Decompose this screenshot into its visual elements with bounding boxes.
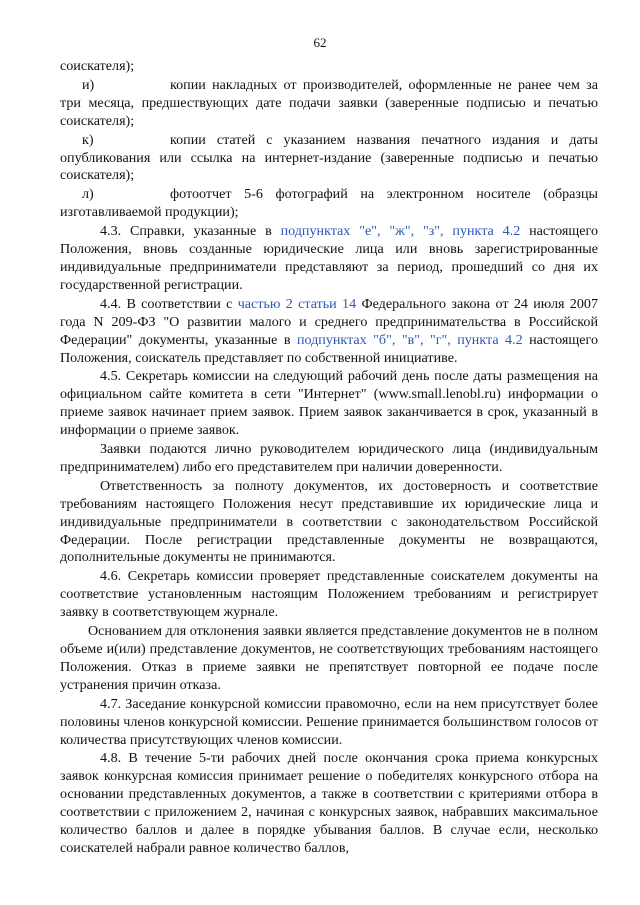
paragraph-p9	[60, 568, 598, 622]
paragraph-p5	[60, 296, 598, 368]
text-run: фотоотчет 5-6 фотографий на электронном носителе (образцы изготавливаемой продукции);	[60, 186, 598, 221]
paragraph-p1	[60, 77, 598, 131]
text-run: копии статей с указанием названия печатного издания и даты опубликования или ссылка на интернет-издание (заверенные подписью и печатью соискателя);	[60, 131, 598, 184]
paragraph-p0	[60, 58, 598, 76]
paragraph-p3	[60, 186, 598, 222]
list-marker: к)	[82, 131, 94, 148]
paragraph-p12	[60, 750, 598, 857]
document-link[interactable]: подпунктах "б", "в", "г", пункта 4.2	[296, 331, 523, 348]
text-run: 4.8. В течение 5-ти рабочих дней после окончания срока приема конкурсных заявок конкурсная комиссия принимает решение о победителях конкурсного отбора на основании представленных документов, а также в соответствии с критериями отбора в соответствии с приложением 2, начиная с конкурсных заявок, набравших максимальное количество баллов и далее в порядке убывания баллов. В случае если, несколько соискателей набрали равное количество баллов,	[60, 750, 598, 856]
paragraph-p2	[60, 132, 598, 186]
text-run: копии накладных от производителей, оформленные не ранее чем за три месяца, предшествующих дате подачи заявки (заверенные подписью и печатью соискателя);	[60, 76, 598, 129]
text-run: Ответственность за полноту документов, их достоверность и соответствие требованиям настоящего Положения несут представившие их юридические лица и индивидуальные предприниматели в соответствии с законодательством Российской Федерации. После регистрации представленные документы не возвращаются, дополнительные документы не принимаются.	[60, 477, 598, 566]
text-run: 4.6. Секретарь комиссии проверяет представленные соискателем документы на соответствие установленным настоящим Положением требованиям и регистрирует заявку в соответствующем журнале.	[60, 568, 598, 621]
list-marker: л)	[82, 186, 94, 203]
document-link[interactable]: подпунктах "е", "ж", "з", пункта 4.2	[280, 223, 521, 240]
page-number: 62	[313, 35, 327, 50]
paragraph-p10	[60, 623, 598, 695]
document-body	[60, 58, 598, 859]
paragraph-p7	[60, 441, 598, 477]
text-run: 4.5. Секретарь комиссии на следующий рабочий день после даты размещения на официальном сайте комитета в сети "Интернет" (www.small.lenobl.ru) информации о приеме заявок начинает прием заявок. Прием заявок заканчивается в срок, указанный в информации о приеме заявок.	[60, 368, 598, 439]
paragraph-p8	[60, 478, 598, 568]
text-run: настоящего Положения, соискатель представляет по собственной инициативе.	[60, 331, 598, 366]
text-run: Заявки подаются лично руководителем юридического лица (индивидуальным предпринимателем) либо его представителем при наличии доверенности.	[60, 441, 598, 475]
text-run: 4.3. Справки, указанные в	[100, 223, 281, 240]
text-run: 4.7. Заседание конкурсной комиссии правомочно, если на нем присутствует более половины членов конкурсной комиссии. Решение принимается большинством голосов от количества присутствующих членов комиссии.	[60, 695, 598, 748]
text-run: соискателя);	[60, 58, 135, 74]
paragraph-p4	[60, 223, 598, 295]
text-run: 4.4. В соответствии с	[100, 295, 238, 312]
paragraph-p6	[60, 368, 598, 440]
paragraph-p11	[60, 696, 598, 750]
text-run: настоящего Положения, вновь созданные юридические лица или вновь зарегистрированные индивидуальные предприниматели представляют за период, прошедший со дня их государственной регистрации.	[60, 223, 598, 293]
list-marker: и)	[82, 76, 95, 93]
text-run: Федерального закона от 24 июля 2007 года N 209-ФЗ "О развитии малого и среднего предпринимательства в Российской Федерации" документы, указанные в	[60, 295, 598, 348]
document-link[interactable]: частью 2 статьи 14	[237, 295, 357, 312]
text-run: Основанием для отклонения заявки является представление документов не в полном объеме и(или) представление документов, не соответствующих требованиям настоящего Положения. Отказ в приеме заявки не препятствует повторной ее подаче после устранения причин отказа.	[60, 623, 598, 693]
